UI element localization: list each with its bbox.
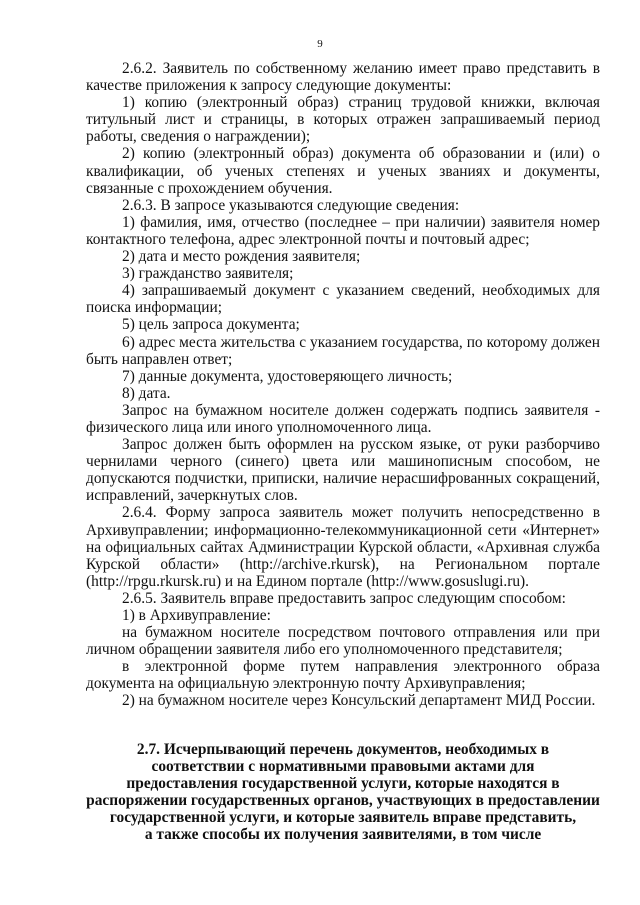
page-number: 9 (317, 38, 323, 50)
list-item-8: 8) дата. (122, 384, 171, 402)
list-item-3: 3) гражданство заявителя; (122, 265, 294, 283)
paragraph-signature: Запрос на бумажном носителе должен содержать подпись заявителя - физического лица или иного уполномоченного лица. (86, 401, 600, 436)
heading-line: а также способы их получения заявителями, в том числе (144, 826, 542, 844)
list-item-5: 5) цель запроса документа; (122, 316, 300, 334)
paragraph-2-6-3: 2.6.3. В запросе указываются следующие сведения: (122, 196, 460, 214)
list-item-2: 2) дата и место рождения заявителя; (122, 248, 361, 266)
heading-line: 2.7. Исчерпывающий перечень документов, необходимых в (136, 741, 550, 758)
body-text (86, 60, 600, 710)
list-item-2: 2) на бумажном носителе через Консульский департамент МИД России. (122, 692, 596, 710)
list-item-1: 1) фамилия, имя, отчество (последнее – при наличии) заявителя номер контактного телефона, адрес электронной почты и почтовый адрес; (86, 213, 600, 248)
paragraph-2-6-2: 2.6.2. Заявитель по собственному желанию имеет право представить в качестве приложения к запросу следующие документы: (86, 60, 600, 95)
paragraph-2-6-4: 2.6.4. Форму запроса заявитель может получить непосредственно в Архивуправлении; информационно-телекоммуникационной сети «Интернет» на официальных сайтах Администрации Курской области, «Архивная служба Курской области» (http://archive.rkursk), на Региональном портале (http://rpgu.rkursk.ru) и на Едином портале (http://www.gosuslugi.ru). (86, 504, 600, 590)
sub-item-paper: на бумажном носителе посредством почтового отправления или при личном обращении заявителя либо его уполномоченного представителя; (86, 624, 600, 659)
list-item-1: 1) в Архивуправление: (122, 607, 271, 624)
sub-item-electronic: в электронной форме путем направления электронного образа документа на официальную электронную почту Архивуправления; (86, 658, 600, 693)
list-item-6: 6) адрес места жительства с указанием государства, по которому должен быть направлен ответ; (86, 333, 600, 368)
heading-line: предоставления государственной услуги, которые находятся в (126, 775, 560, 793)
list-item-7: 7) данные документа, удостоверяющего личность; (122, 367, 453, 385)
list-item-1: 1) копию (электронный образ) страниц трудовой книжки, включая титульный лист и страницы, в которых отражен запрашиваемый период работы, сведения о награждении); (86, 94, 600, 146)
list-item-2: 2) копию (электронный образ) документа об образовании и (или) о квалификации, об ученых степенях и ученых званиях и документы, связанные с прохождением обучения. (86, 145, 600, 197)
paragraph-2-6-5: 2.6.5. Заявитель вправе предоставить запрос следующим способом: (122, 589, 566, 607)
paragraph-language: Запрос должен быть оформлен на русском языке, от руки разборчиво чернилами черного (синего) цвета или машинописным способом, не допускаются подчистки, приписки, наличие нерасшифрованных сокращений, исправлений, зачеркнутых слов. (86, 436, 600, 505)
heading-line: соответствии с нормативными правовыми актами для (151, 758, 535, 776)
list-item-4: 4) запрашиваемый документ с указанием сведений, необходимых для поиска информации; (86, 282, 600, 317)
section-heading-2-7 (86, 741, 600, 844)
heading-line: государственной услуги, и которые заявитель вправе представить, (109, 809, 577, 827)
heading-line: распоряжении государственных органов, участвующих в предоставлении (86, 792, 600, 810)
